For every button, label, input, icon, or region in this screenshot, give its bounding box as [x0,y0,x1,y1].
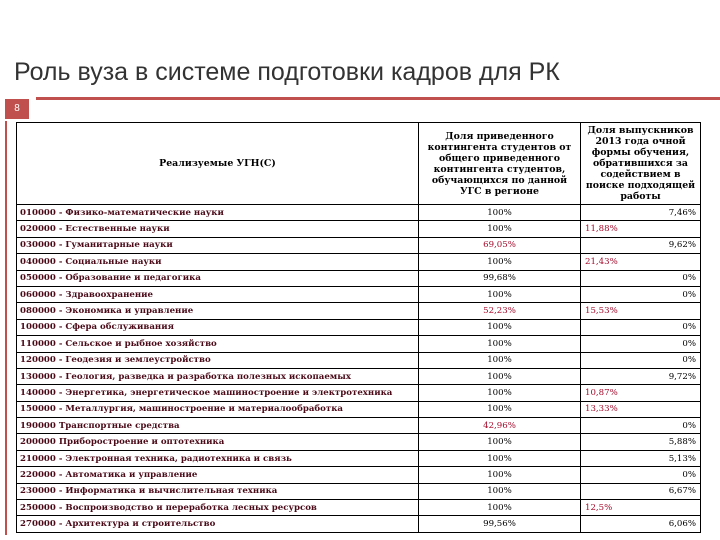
student-share-value: 52,23% [419,303,581,319]
graduate-share-value: 11,88% [585,224,618,235]
graduate-share-cell [581,516,701,532]
direction-name: 120000 - Геодезия и землеустройство [17,352,419,368]
student-share-value: 100% [419,500,581,516]
table-row [17,418,701,434]
slide-number: 8 [5,99,29,119]
student-share-value: 100% [419,286,581,302]
direction-name: 190000 Транспортные средства [17,418,419,434]
student-share-value: 100% [419,221,581,237]
graduate-share-cell [581,401,701,417]
student-share-value: 100% [419,336,581,352]
direction-name: 020000 - Естественные науки [17,221,419,237]
graduate-share-value: 5,13% [668,453,696,464]
graduate-share-cell [581,336,701,352]
direction-name: 130000 - Геология, разведка и разработка полезных ископаемых [17,368,419,384]
graduate-share-value: 7,46% [668,207,696,218]
table-row [17,205,701,221]
student-share-value: 100% [419,434,581,450]
table-row [17,254,701,270]
student-share-value: 100% [419,205,581,221]
graduate-share-value: 10,87% [585,387,618,398]
direction-name: 110000 - Сельское и рыбное хозяйство [17,336,419,352]
graduate-share-cell [581,254,701,270]
graduate-share-value: 6,67% [668,486,696,497]
student-share-value: 100% [419,352,581,368]
graduate-share-value: 0% [682,355,696,366]
direction-name: 200000 Приборостроение и оптотехника [17,434,419,450]
graduate-share-cell [581,270,701,286]
direction-name: 030000 - Гуманитарные науки [17,237,419,253]
graduate-share-value: 21,43% [585,256,618,267]
graduate-share-cell [581,368,701,384]
student-share-value: 42,96% [419,418,581,434]
graduate-share-value: 6,06% [668,519,696,530]
table-row [17,286,701,302]
graduate-share-cell [581,385,701,401]
title-underline [36,97,720,100]
graduate-share-cell [581,483,701,499]
direction-name: 210000 - Электронная техника, радиотехника и связь [17,450,419,466]
slide-title: Роль вуза в системе подготовки кадров для РК [14,58,560,86]
table-row [17,467,701,483]
student-share-value: 100% [419,483,581,499]
graduate-share-value: 13,33% [585,404,618,415]
left-accent-line [5,121,7,535]
table-row [17,368,701,384]
graduate-share-value: 12,5% [585,502,613,513]
table-row [17,434,701,450]
student-share-value: 100% [419,401,581,417]
table-row [17,401,701,417]
graduate-share-value: 0% [682,322,696,333]
direction-name: 230000 - Информатика и вычислительная техника [17,483,419,499]
table-row [17,270,701,286]
graduate-share-value: 0% [682,469,696,480]
direction-name: 270000 - Архитектура и строительство [17,516,419,532]
graduate-share-value: 0% [682,338,696,349]
graduate-share-cell [581,237,701,253]
student-share-value: 100% [419,467,581,483]
header-graduate-share: Доля выпускников 2013 года очной формы обучения, обратившихся за содействием в поиске подходящей работы [581,123,701,205]
graduate-share-value: 0% [682,289,696,300]
direction-name: 080000 - Экономика и управление [17,303,419,319]
direction-name: 150000 - Металлургия, машиностроение и материалообработка [17,401,419,417]
table-row [17,336,701,352]
table-row [17,319,701,335]
graduate-share-cell [581,352,701,368]
direction-name: 140000 - Энергетика, энергетическое машиностроение и электротехника [17,385,419,401]
table-row [17,500,701,516]
graduate-share-value: 15,53% [585,306,618,317]
graduate-share-cell [581,205,701,221]
direction-name: 060000 - Здравоохранение [17,286,419,302]
student-share-value: 99,68% [419,270,581,286]
direction-name: 010000 - Физико-математические науки [17,205,419,221]
table-row [17,385,701,401]
table-row [17,237,701,253]
student-share-value: 100% [419,319,581,335]
graduate-share-cell [581,303,701,319]
student-share-value: 100% [419,385,581,401]
graduate-share-cell [581,286,701,302]
table-row [17,352,701,368]
graduate-share-value: 9,72% [668,371,696,382]
student-share-value: 69,05% [419,237,581,253]
direction-name: 050000 - Образование и педагогика [17,270,419,286]
direction-name: 100000 - Сфера обслуживания [17,319,419,335]
graduate-share-value: 5,88% [668,437,696,448]
graduate-share-cell [581,434,701,450]
direction-name: 220000 - Автоматика и управление [17,467,419,483]
student-share-value: 99,56% [419,516,581,532]
table-row [17,450,701,466]
student-share-value: 100% [419,450,581,466]
training-directions-table [16,122,701,533]
graduate-share-value: 0% [682,273,696,284]
table-row [17,483,701,499]
direction-name: 040000 - Социальные науки [17,254,419,270]
graduate-share-cell [581,319,701,335]
graduate-share-value: 9,62% [668,240,696,251]
graduate-share-value: 0% [682,420,696,431]
table-row [17,303,701,319]
graduate-share-cell [581,467,701,483]
header-student-share: Доля приведенного контингента студентов от общего приведенного контингента студентов, обучающихся по данной УГС в регионе [419,123,581,205]
table-row [17,516,701,532]
graduate-share-cell [581,418,701,434]
student-share-value: 100% [419,254,581,270]
student-share-value: 100% [419,368,581,384]
graduate-share-cell [581,500,701,516]
graduate-share-cell [581,221,701,237]
graduate-share-cell [581,450,701,466]
table-header-row [17,123,701,205]
table-row [17,221,701,237]
direction-name: 250000 - Воспроизводство и переработка лесных ресурсов [17,500,419,516]
header-directions: Реализуемые УГН(С) [17,123,419,205]
